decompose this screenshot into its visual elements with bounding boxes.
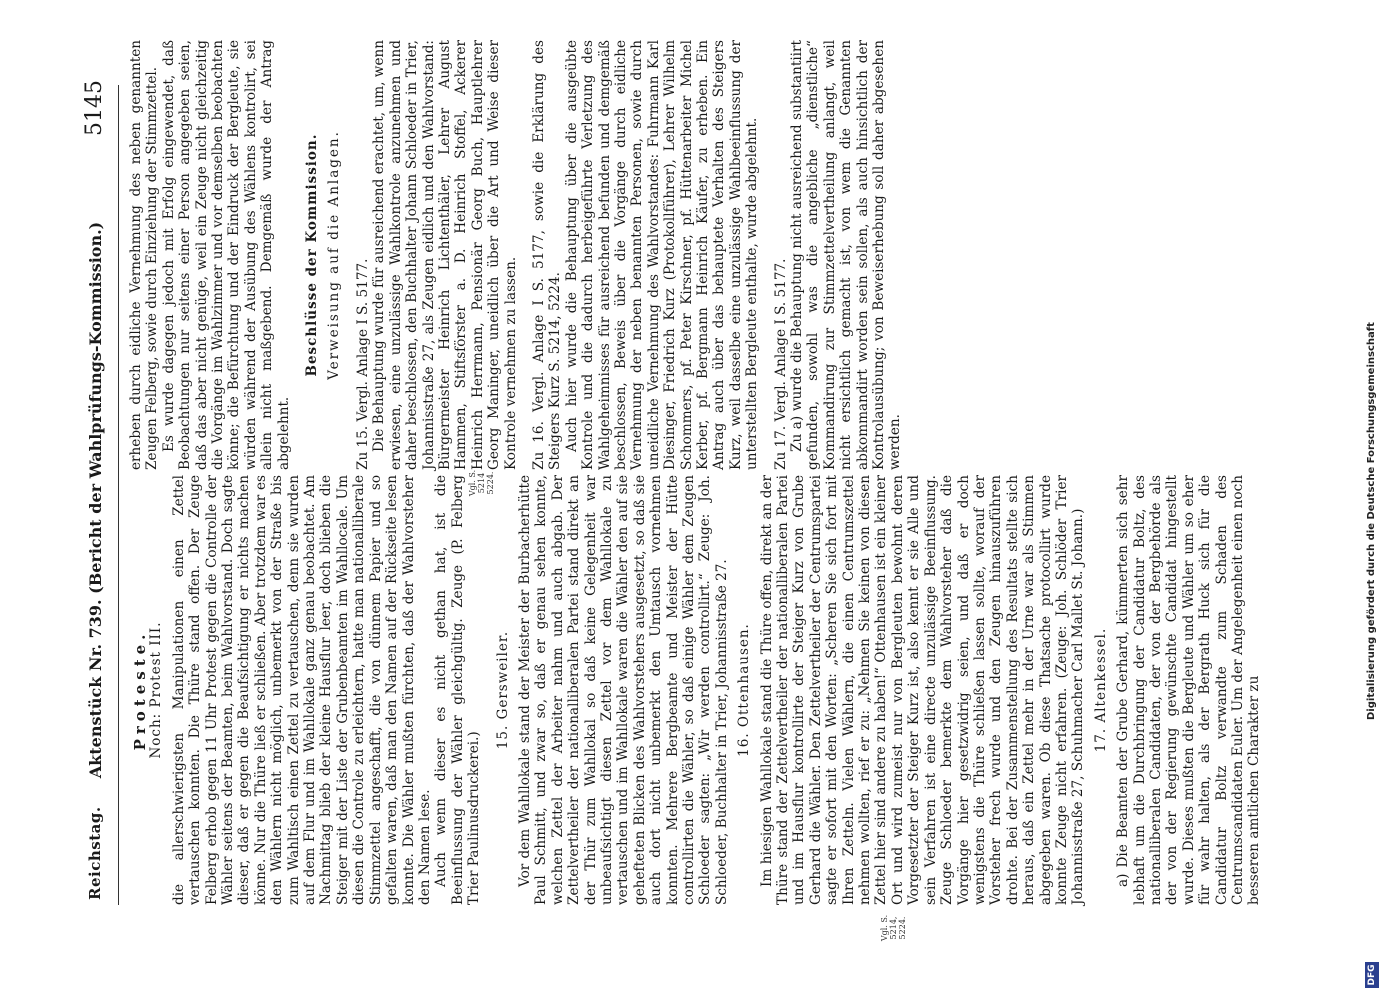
decision-16-text: Auch hier wurde die Behauptung über die ausgeübte Kontrole und die dadurch herbeigeführte Verletzung des Wahlgeheimnisses für ausreichend befunden und demgemäß beschlossen, Beweis über die Vorgänge durch eidliche Vernehmung der neben benannten Personen, sowie durch uneidliche Vernehmung des Wahlvorstandes: Fuhrmann Karl Diesinger, Friedrich Kurz (Protokollführer), Lehrer Wilhelm Schommers, pf. Peter Kirschner, pf. Hüttenarbeiter Michel Kerber, pf. Bergmann Heinrich Käufer, zu erheben. Ein Antrag auch über das behauptete Verhalten des Steigers Kurz, weil dasselbe eine unzulässige Wahlbeeinflussung der unterstellten Bergleute enthalte, wurde abgelehnt. bbox=[563, 40, 761, 470]
decision-17-text: Zu a) wurde die Behauptung nicht ausreichend substantiirt gefunden, sowohl was die angebliche „dienstliche“ Kommandirung zur Stimmzettelvertheilung anlangt, weil nicht ersichtlich gemacht ist, von wem die Genannten abkommandirt worden sein sollen, als auch hinsichtlich der Kontrolausübung; von Beweiserhebung soll daher abgesehen werden. bbox=[789, 40, 904, 470]
section-subheading: Noch: Protest III. bbox=[148, 621, 165, 759]
dfg-logo: DFG bbox=[1365, 962, 1379, 988]
decision-15-text: Die Behauptung wurde für ausreichend erachtet, um, wenn erwiesen, eine unzulässige Wahlkontrole anzunehmen und daher beschlossen, den Buchhalter Johann Schloeder in Trier, Johannisstraße 27, als Zeugen eidlich und den Wahlvorstand: Bürgermeister Heinrich Lichtenthäler, Lehrer August Hammen, Stiftsförster a. D. Heinrich Stoffel, Ackerer Heinrich Herrmann, Pensionär Georg Buch, Hauptlehrer Georg Maninger, uneidlich über die Art und Weise dieser Kontrole vernehmen zu lassen. bbox=[371, 40, 519, 470]
decision-16-title: Zu 16. Vergl. Anlage I S. 5177, sowie die Erklärung des Steigers Kurz S. 5214, 5224. bbox=[530, 40, 564, 470]
running-header bbox=[78, 40, 112, 960]
digitization-credit bbox=[1363, 0, 1383, 1000]
paragraph: Es wurde dagegen jedoch mit Erfolg eingewendet, daß Beobachtungen nur seitens einer Person angegeben seien, daß das aber nicht genüge, weil ein Zeuge nicht gleichzeitig die Vorgänge im Wahlzimmer und vor demselben beobachten könne; die Befürchtung und der Eindruck der Bergleute, sie würden während der Ausübung des Wählens kontrolirt, sei allein nicht maßgebend. Demgemäß wurde der Antrag abgelehnt. bbox=[160, 40, 292, 470]
decision-15-title: Zu 15. Vergl. Anlage I S. 5177. bbox=[354, 258, 371, 470]
item-16-text: Im hiesigen Wahllokale stand die Thüre offen, direkt an der Thüre stand der Zettelvertheiler der nationalliberalen Partei und im Hausflur kontrollirte der Steiger Kurz von Grube Gerhard die Wähler. Den Zettelvertheiler der Centrumspartei sagte er sofort mit den Worten: „Scheren Sie sich fort mit Ihren Zetteln. Vielen Wählern, die einen Centrumszettel nehmen wollten, rief er zu: „Nehmen Sie keinen von diesen Zettel hier sind andere zu haben!“ Ottenhausen ist ein kleiner Ort und wird zumeist nur von Bergleuten bewohnt deren Vorgesetzter der Steiger Kurz ist, also kennt er sie Alle und sein Verfahren ist eine directe unzulässige Beeinflussung. Zeuge Schloeder bemerkte dem Wahlvorsteher daß die Vorgänge hier gesetzwidrig seien, und daß er doch wenigstens die Thüre schließen lassen sollte, worauf der Vorsteher frech wurde und den Zeugen hinauszuführen drohte. Bei der Zusammenstellung des Resultats stellte sich heraus, daß ein Zettel mehr in der Urne war als Stimmen abgegeben waren. Ob diese Thatsache protocollirt wurde konnte Zeuge nicht erfahren. (Zeuge: Joh. Schlöder Trier Johannisstraße 27, Schuhmacher Carl Mallet St. Johann.) bbox=[758, 475, 1087, 905]
right-column bbox=[128, 40, 904, 470]
item-16-title: 16. Ottenhausen. bbox=[736, 623, 753, 757]
left-column bbox=[128, 475, 1263, 905]
item-17-text: a) Die Beamten der Grube Gerhard, kümmerten sich sehr lebhaft um die Durchbringung der Candidatur Boltz, des nationalliberalen Candidaten, der von der Bergbehörde als der von der Regierung gewünschte Candidat hingestellt wurde. Dieses mußten die Bergleute und Wähler um so eher für wahr halten, als der Bergrath Huck sich für die Candidatur Boltz verwandte zum Schaden des Centrumscandidaten Euler. Um der Angelegenheit einen noch besseren amtlichen Charakter zu bbox=[1115, 475, 1263, 905]
margin-note-left: Vgl. S. 5214, 5224. bbox=[880, 914, 907, 942]
margin-note-right: Vgl. S. 5214 5224. bbox=[468, 469, 495, 497]
paragraph: erheben durch eidliche Vernehmung des neben genannten Zeugen Felberg, sowie durch Einziehung der Stimmzettel. bbox=[128, 40, 161, 470]
credit-text: Digitalisierung gefördert durch die Deutsche Forschungsgemeinschaft bbox=[1366, 322, 1377, 720]
decisions-heading: Beschlüsse der Kommission. bbox=[304, 133, 321, 377]
paragraph: Auch wenn dieser es nicht gethan hat, ist die Beeinflussung der Wähler gleichgültig. Zeuge (P. Felberg Trier Paulinusdruckerei.) bbox=[433, 475, 483, 905]
header-title: Aktenstück Nr. 739. (Bericht der Wahlprüfungs-Kommission.) bbox=[86, 221, 105, 779]
paragraph: die allerschwierigsten Manipulationen einen Zettel vertauschen konnten. Die Thüre stand offen. Der Zeuge Felberg erhob gegen 11 Uhr Protest gegen die Controlle der Wähler seitens der Beamten, beim Wahlvorstand. Doch sagte dieser, daß er gegen die Beaufsichtigung er nichts machen könne. Nur die Thüre ließ er schließen. Aber trotzdem war es den Wählern nicht möglich, unbemerkt von der Straße bis zum Wahltisch einen Zettel zu vertauschen, denn sie wurden auf dem Flur und im Wahllokale ganz genau beobachtet. Am Nachmittag blieb der kleine Hausflur leer, doch blieben die Steiger mit der Liste der Grubenbeamten im Wahllocale. Um diesen die Controle zu erleichtern, hatte man nationalliberale Stimmzettel angeschafft, die von dünnem Papier und so gefalten waren, daß man den Namen auf der Rückseite lesen konnte. Die Wähler mußten fürchten, daß der Wahlvorsteher den Namen lese. bbox=[170, 475, 433, 905]
item-15-text: Vor dem Wahllokale stand der Meister der Burbacherhütte Paul Schmitt, und zwar so, daß er genau sehen konnte, welchen Zettel der Arbeiter nahm und auch abgab. Der Zettelvertheiler der nationalliberalen Partei stand direkt an der Thür zum Wahllokal so daß keine Gelegenheit war unbeaufsichtigt diesen Zettel vor dem Wahllokale zu vertauschen und im Wahllokale waren die Wähler den auf sie gehefteten Blicken des Wahlvorstehers ausgesetzt, so daß sie auch dort nicht unbemerkt den Umtausch vornehmen konnten. Mehrere Bergbeamte und Meister der Hütte controllirten die Wähler, so daß einige Wähler dem Zeugen Schloeder sagten: „Wir werden controllirt.“ Zeuge: Joh. Schloeder, Buchhalter in Trier, Johannisstraße 27. bbox=[516, 475, 730, 905]
decision-17-title: Zu 17. Vergl. Anlage I S. 5177. bbox=[772, 258, 789, 470]
header-left: Reichstag. bbox=[86, 806, 104, 900]
section-heading: Proteste. bbox=[131, 629, 149, 751]
header-rule bbox=[118, 85, 119, 905]
decisions-subheading: Verweisung auf die Anlagen. bbox=[326, 130, 343, 380]
item-17-title: 17. Altenkessel. bbox=[1092, 627, 1109, 753]
page-number: 5145 bbox=[82, 80, 107, 136]
item-15-title: 15. Gersweiler. bbox=[494, 630, 511, 750]
